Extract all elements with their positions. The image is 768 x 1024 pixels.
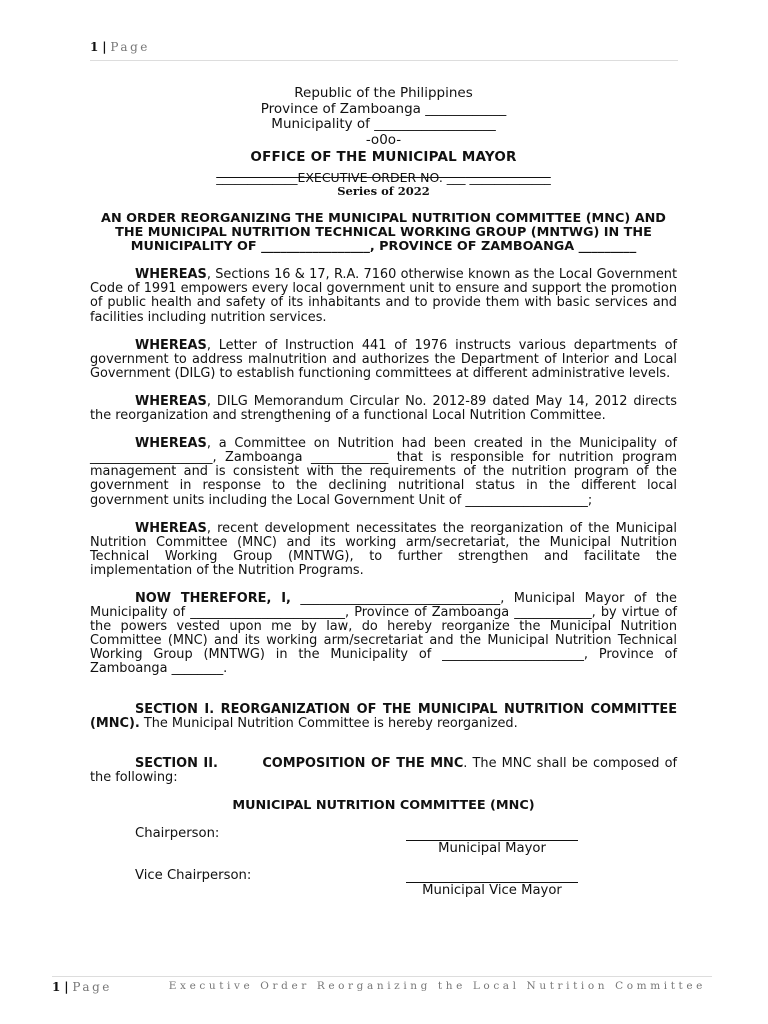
role-label: Chairperson: (135, 826, 220, 842)
whereas-paragraph-1 (90, 268, 677, 324)
series-line: Series of 2022 (337, 184, 430, 198)
mnc-heading: MUNICIPAL NUTRITION COMMITTEE (MNC) (232, 797, 535, 813)
signature-line (406, 869, 578, 883)
section-2-text: . The MNC shall be composed of the following: (90, 755, 677, 785)
section-1-heading: SECTION I. REORGANIZATION OF THE MUNICIPAL NUTRITION COMMITTEE (MNC). (90, 701, 677, 731)
whereas-text: , Letter of Instruction 441 of 1976 instructs various departments of government to address malnutrition and authorizes the Department of Interior and Local Government (DILG) to establish functioning committees at different administrative levels. (90, 337, 677, 381)
whereas-lead: WHEREAS (135, 267, 207, 283)
section-1-text: The Municipal Nutrition Committee is hereby reorganized. (139, 715, 518, 731)
role-name: Municipal Vice Mayor (422, 883, 562, 899)
role-label: Vice Chairperson: (135, 868, 252, 884)
whereas-paragraph-2 (90, 339, 677, 381)
header-separator: | (102, 40, 107, 54)
order-title: AN ORDER REORGANIZING THE MUNICIPAL NUTRITION COMMITTEE (MNC) AND THE MUNICIPAL NUTRITION TECHNICAL WORKING GROUP (MNTWG) IN THE MUNICIPALITY OF _________________, PROVINCE OF ZAMBOANGA _________ (101, 211, 666, 255)
eo-left-rule: _____________ (216, 170, 298, 185)
whereas-paragraph-5 (90, 522, 677, 578)
header-page-number: 1 (90, 40, 99, 54)
whereas-paragraph-3 (90, 395, 677, 423)
whereas-lead: WHEREAS (135, 520, 207, 536)
footer-page-number: 1 (52, 980, 61, 994)
footer-page-word: Page (72, 980, 112, 994)
now-therefore-paragraph (90, 592, 677, 677)
municipality-line: Municipality of __________________ (271, 116, 496, 132)
whereas-text: , a Committee on Nutrition had been created in the Municipality of ___________________, Zamboanga ____________ that is responsible for nutrition program management and is consistent with the requirements of the nutrition program of the government in response to the declining nutritional status in the different local government units including the Local Government Unit of ___________________; (90, 436, 677, 508)
whereas-lead: WHEREAS (135, 393, 207, 409)
whereas-lead: WHEREAS (135, 337, 207, 353)
province-line: Province of Zamboanga ____________ (260, 100, 507, 117)
footer-document-title: Executive Order Reorganizing the Local Nutrition Committee (168, 980, 706, 992)
section-2 (90, 757, 677, 785)
page-footer (52, 976, 712, 994)
whereas-paragraph-4 (90, 437, 677, 507)
office-title: OFFICE OF THE MUNICIPAL MAYOR (250, 149, 517, 165)
separator-mark: -o0o- (365, 131, 402, 148)
document-body (90, 86, 677, 911)
eo-right-rule: _____________ (465, 170, 551, 185)
republic-line: Republic of the Philippines (294, 85, 473, 101)
signature-row-chairperson (90, 827, 677, 869)
footer-separator: | (64, 980, 69, 994)
eo-label: EXECUTIVE ORDER NO. ___ (297, 170, 466, 185)
whereas-text: , recent development necessitates the reorganization of the Municipal Nutrition Committee (MNC) and its working arm/secretariat, the Municipal Nutrition Technical Working Group (MNTWG), to further strengthen and facilitate the implementation of the Nutrition Programs. (90, 520, 677, 578)
signature-line (406, 827, 578, 841)
now-therefore-text: _______________________________, Municipal Mayor of the Municipality of ________________________, Province of Zamboanga ____________, by virtue of the powers vested upon me by law, do hereby reorganize the Municipal Nutrition Committee (MNC) and its working arm/secretariat and the Municipal Nutrition Technical Working Group (MNTWG) in the Municipality of ______________________, Province of Zamboanga ________. (90, 590, 677, 677)
whereas-text: , DILG Memorandum Circular No. 2012-89 dated May 14, 2012 directs the reorganization and strengthening of a functional Local Nutrition Committee. (90, 393, 677, 424)
header-page-word: Page (110, 40, 150, 54)
section-2-heading: SECTION II. COMPOSITION OF THE MNC (135, 755, 464, 771)
whereas-lead: WHEREAS (135, 436, 207, 452)
executive-order-number (90, 171, 677, 184)
role-name: Municipal Mayor (438, 841, 546, 857)
whereas-text: , Sections 16 & 17, R.A. 7160 otherwise known as the Local Government Code of 1991 empowers every local government unit to ensure and support the promotion of public health and safety of its inhabitants and to provide them with basic services and facilities including nutrition services. (90, 267, 677, 325)
signature-row-vice-chairperson (90, 869, 677, 911)
section-1 (90, 703, 677, 731)
now-therefore-lead: NOW THEREFORE, I, (135, 590, 291, 606)
page-header (90, 40, 678, 61)
